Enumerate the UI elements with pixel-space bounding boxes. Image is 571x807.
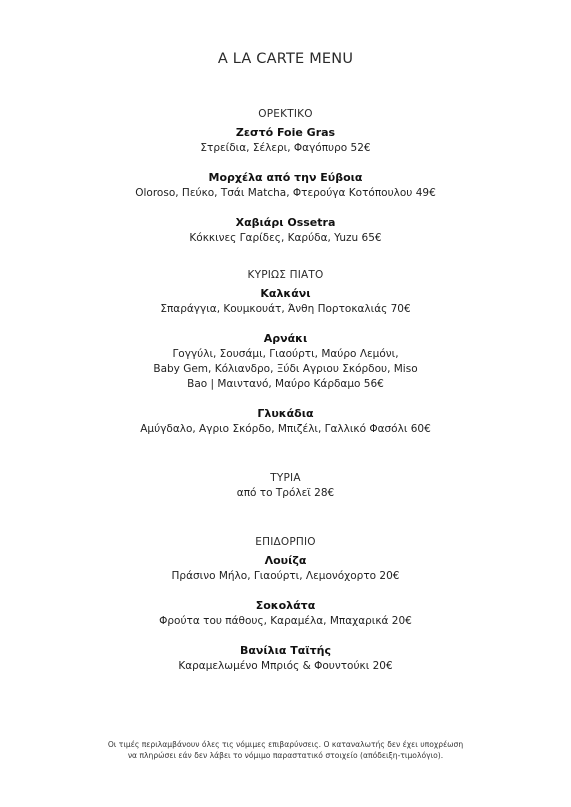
dish-item: [0, 643, 571, 674]
dish-description: Κόκκινες Γαρίδες, Καρύδα, Yuzu 65€: [189, 232, 382, 244]
dish-description: από το Τρόλεϊ 28€: [236, 487, 335, 499]
dish-description: Καραμελωμένο Μπριός & Φουντούκι 20€: [178, 660, 393, 672]
dish-name: Μορχέλα από την Εύβοια: [208, 171, 363, 184]
dish-name: Χαβιάρι Ossetra: [235, 216, 336, 229]
section-title: ΤΥΡΙΑ: [270, 472, 301, 484]
dish-name: Βανίλια Ταϊτής: [239, 644, 332, 657]
dish-item: [0, 486, 571, 501]
menu-title: A LA CARTE MENU: [217, 51, 354, 67]
dish-name: Λουίζα: [264, 554, 307, 567]
section-title: ΕΠΙΔΟΡΠΙΟ: [255, 536, 316, 548]
section-main-course: [0, 268, 571, 437]
dish-name: Αρνάκι: [263, 332, 308, 345]
dish-description: Πράσινο Μήλο, Γιαούρτι, Λεμονόχορτο 20€: [171, 570, 400, 582]
dish-description: Γογγύλι, Σουσάμι, Γιαούρτι, Μαύρο Λεμόνι, Baby Gem, Κόλιανδρο, Ξύδι Αγριου Σκόρδου, Miso Bao | Μαιντανό, Μαύρο Κάρδαμο 56€: [153, 348, 418, 390]
legal-footer-note: Οι τιμές περιλαμβάνουν όλες τις νόμιμες επιβαρύνσεις. Ο καταναλωτής δεν έχει υποχρέωση να πληρώσει εάν δεν λάβει το νόμιμο παραστατικό στοιχείο (απόδειξη-τιμολόγιο).: [107, 740, 464, 760]
dish-description: Oloroso, Πεύκο, Τσάι Matcha, Φτερούγα Κοτόπουλου 49€: [135, 187, 436, 199]
dish-description: Φρούτα του πάθους, Καραμέλα, Μπαχαρικά 20€: [159, 615, 412, 627]
section-title: ΟΡΕΚΤΙΚΟ: [258, 108, 313, 120]
dish-item: [0, 215, 571, 246]
dish-item: [0, 553, 571, 584]
dish-item: [0, 331, 571, 392]
section-appetizer: [0, 107, 571, 246]
menu-content: [0, 107, 571, 674]
section-dessert: [0, 535, 571, 674]
dish-item: [0, 125, 571, 156]
dish-description: Αμύγδαλο, Αγριο Σκόρδο, Μπιζέλι, Γαλλικό Φασόλι 60€: [140, 423, 431, 435]
dish-description: Σπαράγγια, Κουμκουάτ, Άνθη Πορτοκαλιάς 70€: [160, 303, 411, 315]
dish-name: Ζεστό Foie Gras: [235, 126, 336, 139]
dish-item: [0, 170, 571, 201]
section-title: ΚΥΡΙΩΣ ΠΙΑΤΟ: [247, 269, 324, 281]
dish-item: [0, 286, 571, 317]
dish-name: Καλκάνι: [260, 287, 311, 300]
dish-name: Γλυκάδια: [257, 407, 314, 420]
dish-description: Στρείδια, Σέλερι, Φαγόπυρο 52€: [200, 142, 371, 154]
dish-item: [0, 598, 571, 629]
dish-item: [0, 406, 571, 437]
section-cheese: [0, 471, 571, 501]
dish-name: Σοκολάτα: [255, 599, 316, 612]
